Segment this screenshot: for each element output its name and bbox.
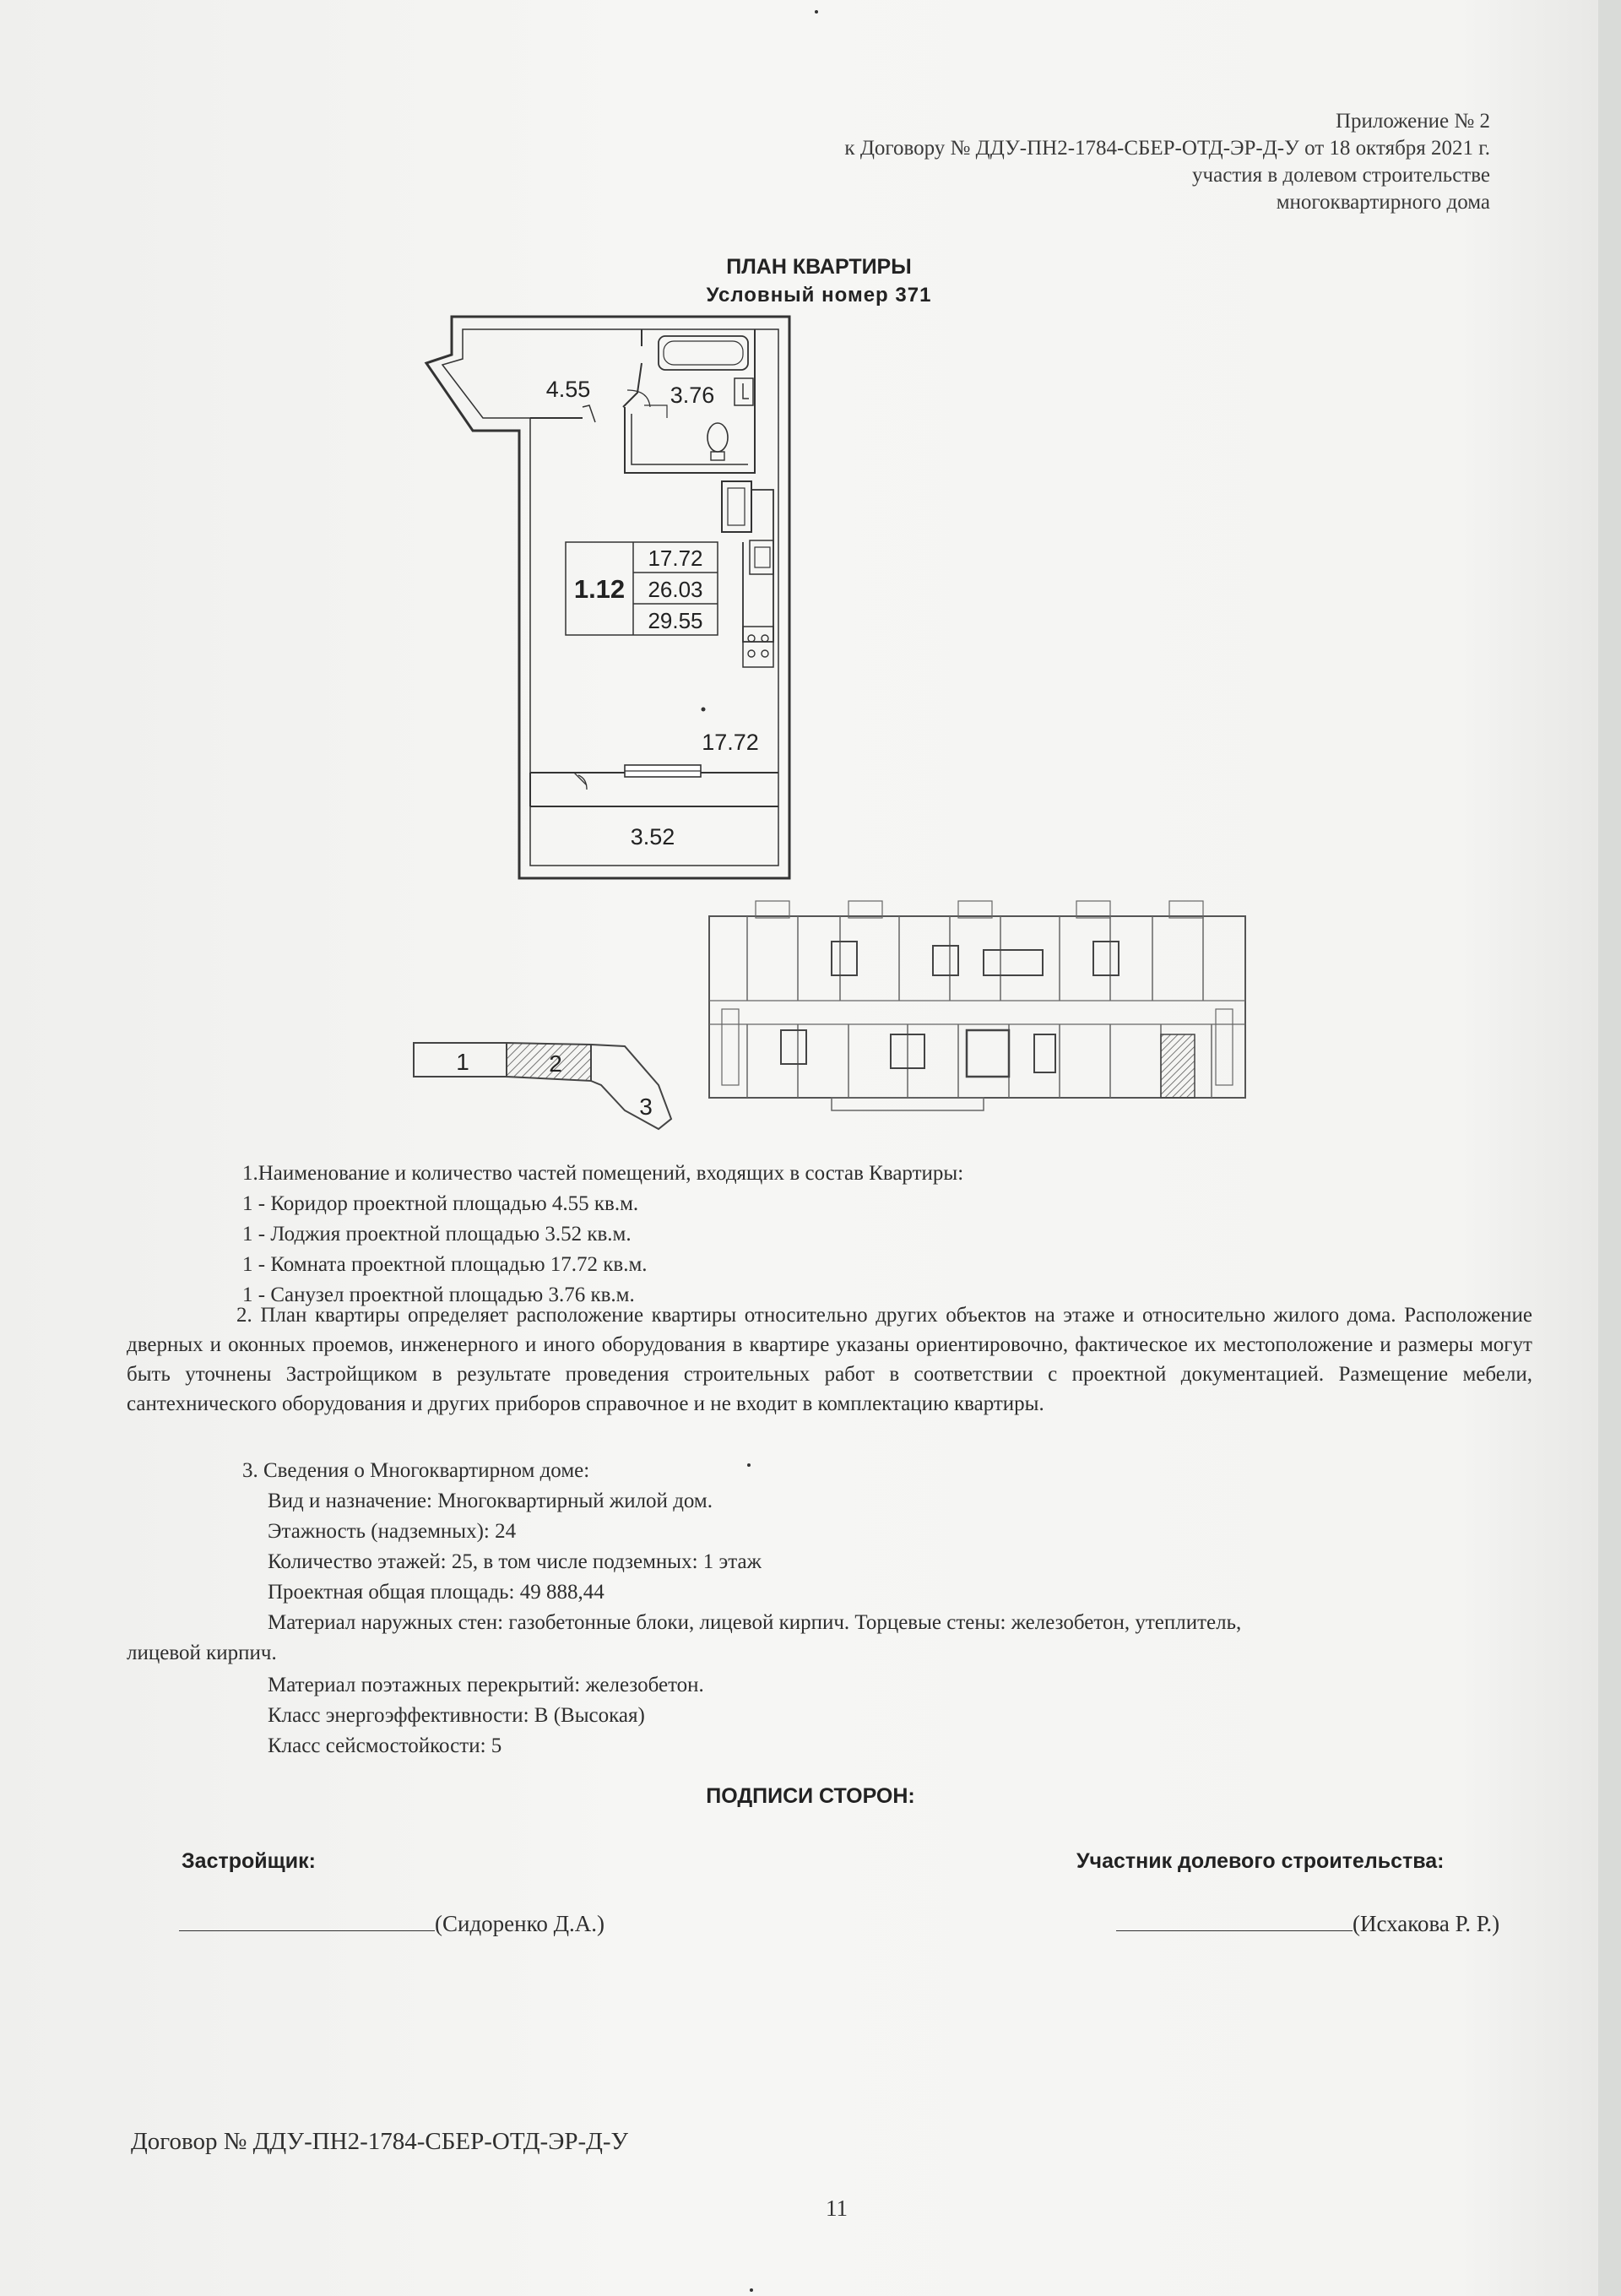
item1-heading: 1.Наименование и количество частей помещений, входящих в состав Квартиры:	[242, 1162, 964, 1185]
scan-speck	[747, 1463, 751, 1467]
building-walls: Материал наружных стен: газобетонные блоки, лицевой кирпич. Торцевые стены: железобетон, утеплитель,	[268, 1611, 1242, 1634]
building-slabs: Материал поэтажных перекрытий: железобетон.	[268, 1674, 704, 1696]
developer-name: (Сидоренко Д.А.)	[435, 1911, 605, 1936]
list-item: 1 - Комната проектной площадью 17.72 кв.м.	[242, 1253, 648, 1276]
plan-loggia-area: 3.52	[630, 824, 675, 849]
item3-heading: 3. Сведения о Многоквартирном доме:	[242, 1459, 590, 1482]
plan-legend-total: 29.55	[648, 608, 703, 633]
building-floors-above: Этажность (надземных): 24	[268, 1520, 517, 1543]
appendix-contract-ref: к Договору № ДДУ-ПН2-1784-СБЕР-ОТД-ЭР-Д-У от 18 октября 2021 г.	[844, 137, 1490, 160]
plan-legend-total-excl-loggia: 26.03	[648, 577, 703, 602]
floor-plan-schematic	[705, 891, 1254, 1136]
plan-bathroom-area: 3.76	[670, 383, 715, 408]
appendix-number: Приложение № 2	[1335, 110, 1490, 133]
list-item: 1 - Коридор проектной площадью 4.55 кв.м.	[242, 1192, 639, 1215]
appendix-subject-1: участия в долевом строительстве	[1192, 164, 1490, 187]
building-walls-continued: лицевой кирпич.	[127, 1642, 277, 1664]
plan-legend-living: 17.72	[648, 546, 703, 571]
scan-speck	[750, 2288, 753, 2292]
section-label-1: 1	[456, 1049, 469, 1075]
plan-title: ПЛАН КВАРТИРЫ	[726, 255, 912, 279]
list-item: 1 - Санузел проектной площадью 3.76 кв.м.	[242, 1284, 635, 1306]
item2-paragraph: 2. План квартиры определяет расположение квартиры относительно других объектов на этаже и относительно жилого дома. Расположение дверных и оконных проемов, инженерного и иного оборудования в квартире указаны ориентировочно, фактическое их местоположение и размеры могут быть уточнены Застройщиком в результате проведения строительных работ в соответствии с проектной документацией. Размещение мебели, сантехнического оборудования и других приборов справочное и не входит в комплектацию квартиры.	[127, 1304, 1532, 1415]
building-area: Проектная общая площадь: 49 888,44	[268, 1581, 604, 1604]
building-seismic-class: Класс сейсмостойкости: 5	[268, 1734, 502, 1757]
developer-signature-line	[179, 1910, 604, 1937]
plan-legend-index: 1.12	[573, 574, 626, 604]
signatures-title: ПОДПИСИ СТОРОН:	[706, 1784, 915, 1808]
appendix-header	[844, 108, 1490, 216]
participant-signature-line	[1116, 1910, 1499, 1937]
scan-speck	[815, 10, 818, 14]
footer-contract: Договор № ДДУ-ПН2-1784-СБЕР-ОТД-ЭР-Д-У	[131, 2128, 629, 2155]
participant-signature-field	[1116, 1910, 1353, 1931]
building-type: Вид и назначение: Многоквартирный жилой дом.	[268, 1490, 713, 1512]
participant-label: Участник долевого строительства:	[1076, 1849, 1445, 1873]
developer-label: Застройщик:	[182, 1849, 316, 1873]
building-energy-class: Класс энергоэффективности: В (Высокая)	[268, 1704, 645, 1727]
list-item: 1 - Лоджия проектной площадью 3.52 кв.м.	[242, 1223, 632, 1246]
developer-signature-field	[179, 1910, 435, 1931]
appendix-subject-2: многоквартирного дома	[1276, 191, 1490, 214]
page-number: 11	[826, 2196, 848, 2221]
building-floors-total: Количество этажей: 25, в том числе подземных: 1 этаж	[268, 1550, 762, 1573]
plan-corridor-area: 4.55	[545, 377, 591, 402]
plan-subtitle: Условный номер 371	[706, 284, 932, 307]
scan-edge	[1598, 0, 1621, 2296]
section-label-2: 2	[549, 1050, 562, 1077]
building-sections-schema	[405, 1034, 692, 1136]
participant-name: (Исхакова Р. Р.)	[1353, 1911, 1500, 1936]
section-label-3: 3	[639, 1094, 653, 1120]
apartment-plan	[414, 312, 836, 895]
plan-room-area: 17.72	[702, 730, 759, 755]
